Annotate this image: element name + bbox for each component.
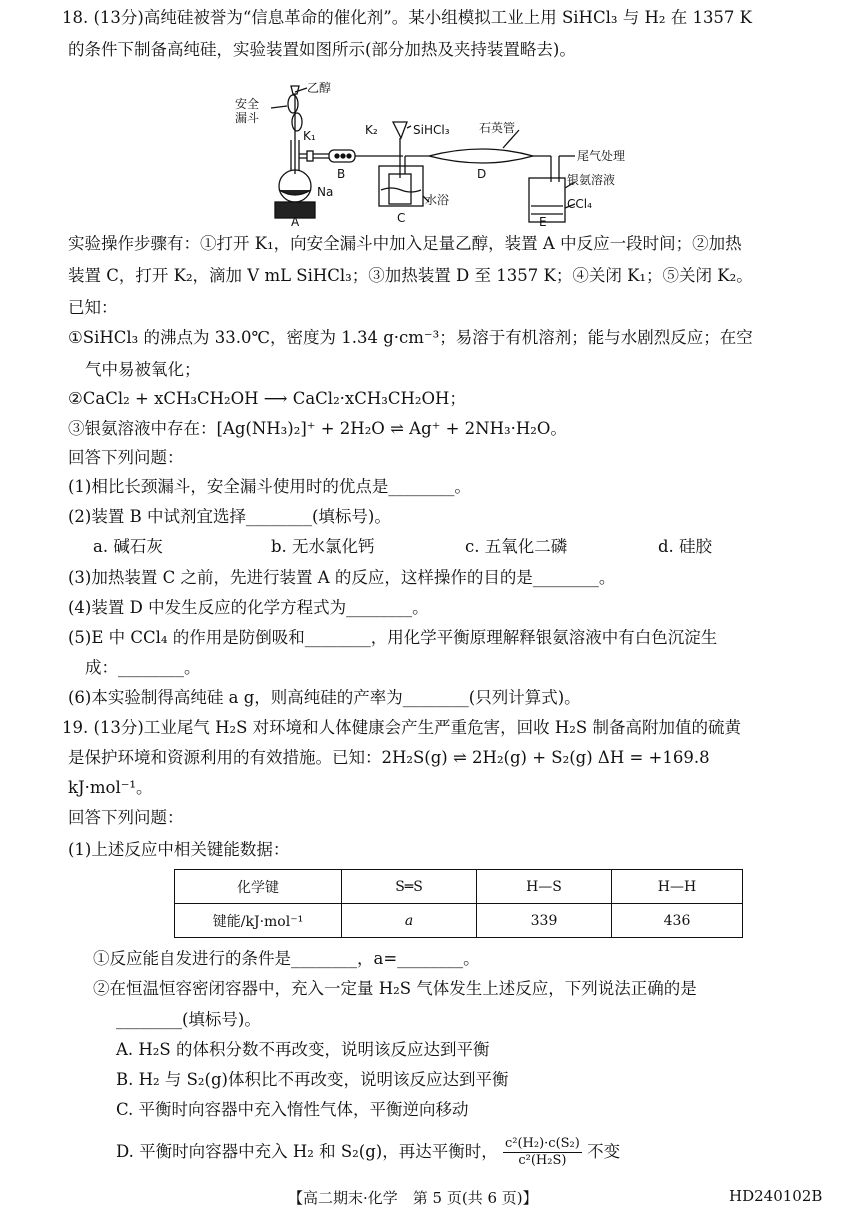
q18-answer-prompt: 回答下列问题： — [68, 448, 184, 467]
q19-option-b: B. H₂ 与 S₂(g)体积比不再改变，说明该反应达到平衡 — [116, 1070, 509, 1089]
q18-option-b: b. 无水氯化钙 — [271, 537, 375, 556]
q19-intro-line1: 19. (13分)工业尾气 H₂S 对环境和人体健康会产生严重危害，回收 H₂S 制备高附加值的硫黄 — [62, 718, 741, 737]
q19-option-c: C. 平衡时向容器中充入惰性气体，平衡逆向移动 — [116, 1100, 469, 1119]
table-cell: a — [342, 904, 477, 938]
label-d: D — [477, 167, 487, 181]
table-header-cell: H—S — [477, 870, 612, 904]
label-water-bath: 水浴 — [425, 193, 450, 207]
bond-energy-table — [174, 869, 743, 938]
label-silver-solution: 银氨溶液 — [567, 173, 616, 187]
q18-known-3: ③银氨溶液中存在：[Ag(NH₃)₂]⁺ + 2H₂O ⇌ Ag⁺ + 2NH₃·H₂O。 — [68, 419, 567, 438]
q19-intro-line3: kJ·mol⁻¹。 — [68, 778, 153, 797]
table-row — [175, 904, 743, 938]
table-header-row — [175, 870, 743, 904]
table-header-cell: H—H — [612, 870, 743, 904]
q18-steps-line2: 装置 C，打开 K₂，滴加 V mL SiHCl₃；③加热装置 D 至 1357 K；④关闭 K₁；⑤关闭 K₂。 — [68, 266, 753, 285]
q18-intro-line2: 的条件下制备高纯硅，实验装置如图所示(部分加热及夹持装置略去)。 — [68, 40, 576, 59]
label-e: E — [539, 215, 547, 228]
option-d-suffix: 不变 — [587, 1142, 621, 1161]
table-cell: 键能/kJ·mol⁻¹ — [175, 904, 342, 938]
q18-part6: (6)本实验制得高纯硅 a g，则高纯硅的产率为________(只列计算式)。 — [68, 688, 581, 707]
q18-part2: (2)装置 B 中试剂宜选择________(填标号)。 — [68, 507, 391, 526]
q18-part4: (4)装置 D 中发生反应的化学方程式为________。 — [68, 598, 429, 617]
q18-known-1a: ①SiHCl₃ 的沸点为 33.0℃，密度为 1.34 g·cm⁻³；易溶于有机溶剂；能与水剧烈反应；在空 — [68, 328, 753, 347]
q18-known-1b: 气中易被氧化； — [85, 360, 201, 379]
q18-known-2: ②CaCl₂ + xCH₃CH₂OH ⟶ CaCl₂·xCH₃CH₂OH； — [68, 389, 466, 408]
document-code: HD240102B — [729, 1187, 823, 1205]
label-sihcl3: SiHCl₃ — [413, 123, 450, 137]
q18-steps-line1: 实验操作步骤有：①打开 K₁，向安全漏斗中加入足量乙醇，装置 A 中反应一段时间；②加热 — [68, 234, 742, 253]
label-na: Na — [317, 185, 334, 199]
label-funnel-a: 安全 — [235, 97, 260, 111]
q18-part1: (1)相比长颈漏斗，安全漏斗使用时的优点是________。 — [68, 477, 471, 496]
q19-sub2a: ②在恒温恒容密闭容器中，充入一定量 H₂S 气体发生上述反应，下列说法正确的是 — [93, 979, 697, 998]
label-funnel-b: 漏斗 — [235, 111, 260, 125]
q19-option-a: A. H₂S 的体积分数不再改变，说明该反应达到平衡 — [116, 1040, 490, 1059]
q18-intro-line1: 18. (13分)高纯硅被誉为“信息革命的催化剂”。某小组模拟工业上用 SiHCl₃ 与 H₂ 在 1357 K — [62, 8, 753, 27]
page-footer: 【高二期末·化学 第 5 页(共 6 页)】 — [288, 1189, 538, 1207]
label-b: B — [337, 167, 346, 181]
label-exhaust: 尾气处理 — [577, 149, 626, 163]
q18-option-d: d. 硅胶 — [658, 537, 713, 556]
label-k1: K₁ — [303, 129, 316, 143]
q18-known: 已知： — [68, 298, 118, 317]
q19-part1: (1)上述反应中相关键能数据： — [68, 840, 290, 859]
apparatus-diagram — [233, 78, 629, 228]
q18-option-a: a. 碱石灰 — [93, 537, 163, 556]
label-a: A — [291, 215, 300, 228]
option-d-text: D. 平衡时向容器中充入 H₂ 和 S₂(g)，再达平衡时， — [116, 1142, 498, 1161]
q18-part3: (3)加热装置 C 之前，先进行装置 A 的反应，这样操作的目的是________。 — [68, 568, 616, 587]
q18-part5b: 成：________。 — [85, 658, 201, 677]
label-quartz-tube: 石英管 — [479, 121, 516, 135]
label-k2: K₂ — [365, 123, 378, 137]
q19-sub2b: ________(填标号)。 — [116, 1010, 261, 1029]
table-header-cell: S═S — [342, 870, 477, 904]
table-header-cell: 化学键 — [175, 870, 342, 904]
fraction-numerator: c²(H₂)·c(S₂) — [504, 1136, 580, 1151]
q18-part5a: (5)E 中 CCl₄ 的作用是防倒吸和________，用化学平衡原理解释银氨溶液中有白色沉淀生 — [68, 628, 718, 647]
q19-sub1: ①反应能自发进行的条件是________，a=________。 — [93, 949, 480, 968]
label-ethanol: 乙醇 — [307, 81, 332, 95]
fraction-denominator: c²(H₂S) — [518, 1153, 567, 1168]
q19-option-d — [116, 1136, 620, 1169]
table-cell: 436 — [612, 904, 743, 938]
q19-answer-prompt: 回答下列问题： — [68, 808, 184, 827]
ratio-fraction — [503, 1136, 582, 1169]
label-ccl4: CCl₄ — [567, 197, 592, 211]
q19-intro-line2: 是保护环境和资源利用的有效措施。已知：2H₂S(g) ⇌ 2H₂(g) + S₂(g) ΔH = +169.8 — [68, 748, 710, 767]
table-cell: 339 — [477, 904, 612, 938]
label-c: C — [397, 211, 406, 225]
q18-option-c: c. 五氧化二磷 — [465, 537, 568, 556]
